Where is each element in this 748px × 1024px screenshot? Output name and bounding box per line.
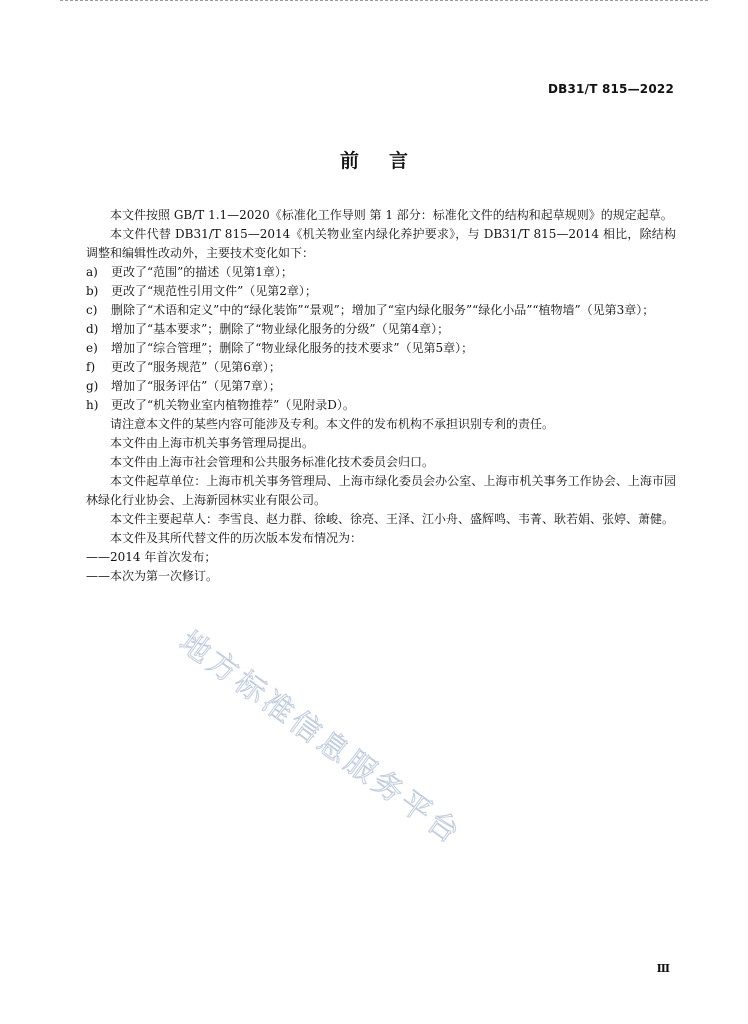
document-code: DB31/T 815—2022 — [548, 82, 674, 96]
change-item — [86, 282, 676, 301]
list-item-text: 增加了“综合管理”；删除了“物业绿化服务的技术要求”（见第5章）； — [111, 341, 474, 355]
paragraph-drafting-basis: 本文件按照 GB/T 1.1—2020《标准化工作导则 第 1 部分：标准化文件的结构和起草规则》的规定起草。 — [110, 208, 673, 222]
change-item — [86, 396, 676, 415]
watermark-text: 地方标准信息服务平台 — [172, 624, 469, 853]
list-marker: c) — [86, 303, 98, 317]
paragraph-drafters: 本文件主要起草人：李雪良、赵力群、徐峻、徐亮、王泽、江小舟、盛辉鸣、韦菁、耿若娟、张婷、萧健。 — [110, 512, 675, 526]
list-item-text: 删除了“术语和定义”中的“绿化装饰”“景观”；增加了“室内绿化服务”“绿化小品”“植物墙”（见第3章）； — [111, 303, 655, 317]
history-entry: ——本次为第一次修订。 — [86, 569, 219, 583]
paragraph-patent-notice: 请注意本文件的某些内容可能涉及专利。本文件的发布机构不承担识别专利的责任。 — [110, 417, 555, 431]
page-number: Ⅲ — [656, 962, 670, 975]
list-marker: g) — [86, 379, 99, 393]
list-marker: e) — [86, 341, 98, 355]
paragraph-technical-committee: 本文件由上海市社会管理和公共服务标准化技术委员会归口。 — [110, 455, 435, 469]
section-heading: 前言 — [339, 150, 438, 172]
paragraph-proposer: 本文件由上海市机关事务管理局提出。 — [110, 436, 315, 450]
list-item-text: 更改了“机关物业室内植物推荐”（见附录D）。 — [111, 398, 355, 412]
list-item-text: 更改了“服务规范”（见第6章）； — [111, 360, 281, 374]
change-item — [86, 263, 676, 282]
list-marker: b) — [86, 284, 99, 298]
list-marker: f) — [86, 360, 96, 374]
change-item — [86, 377, 676, 396]
history-entry: ——2014 年首次发布； — [86, 550, 217, 564]
top-scan-edge — [60, 0, 708, 3]
paragraph-drafting-units: 本文件起草单位：上海市机关事务管理局、上海市绿化委员会办公室、上海市机关事务工作协会、上海市园林绿化行业协会、上海新园林实业有限公司。 — [86, 474, 676, 507]
list-item-text: 更改了“范围”的描述（见第1章）； — [111, 265, 293, 279]
list-item-text: 增加了“服务评估”（见第7章）； — [111, 379, 281, 393]
change-item — [86, 320, 676, 339]
change-item — [86, 358, 676, 377]
list-marker: a) — [86, 265, 98, 279]
paragraph-version-history: 本文件及其所代替文件的历次版本发布情况为： — [110, 531, 363, 545]
foreword-body — [86, 206, 676, 586]
list-marker: h) — [86, 398, 99, 412]
change-item — [86, 339, 676, 358]
change-item — [86, 301, 676, 320]
paragraph-replacement: 本文件代替 DB31/T 815—2014《机关物业室内绿化养护要求》，与 DB31/T 815—2014 相比，除结构调整和编辑性改动外，主要技术变化如下： — [86, 227, 676, 260]
list-item-text: 增加了“基本要求”；删除了“物业绿化服务的分级”（见第4章）； — [111, 322, 450, 336]
list-item-text: 更改了“规范性引用文件”（见第2章）； — [111, 284, 317, 298]
list-marker: d) — [86, 322, 99, 336]
